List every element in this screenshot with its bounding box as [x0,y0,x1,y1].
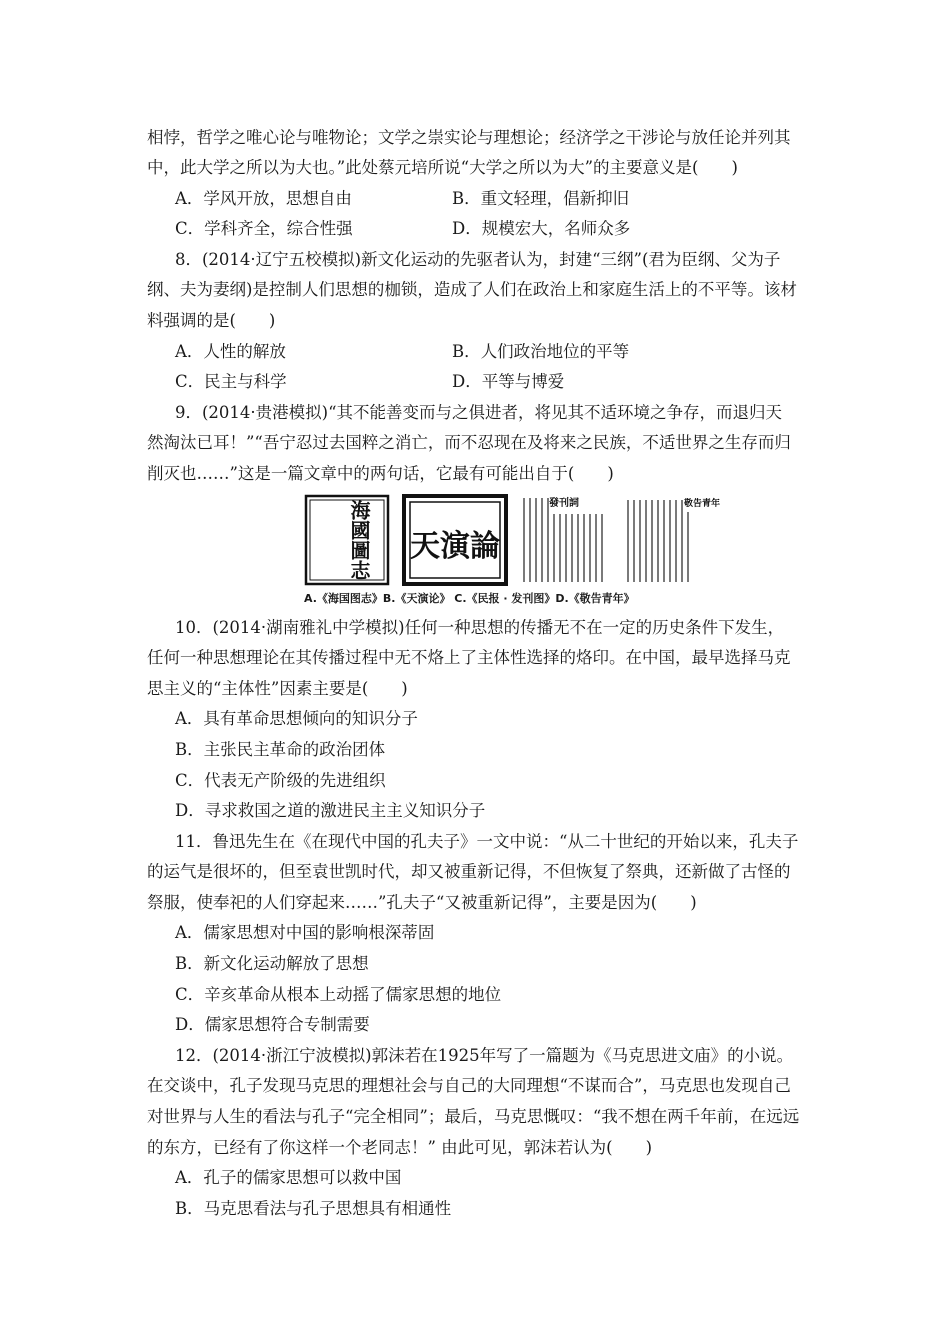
haiguo-tuzhi-cover-image [304,494,390,586]
q7-text-line-2: 中，此大学之所以为大也。”此处蔡元培所说“大学之所以为大”的主要意义是( ) [147,158,738,177]
q10-option-b: B．主张民主革命的政治团体 [175,740,386,759]
q7-option-d: D．规模宏大，名师众多 [452,219,631,238]
q7-option-c: C．学科齐全，综合性强 [175,219,353,238]
minbao-fakan-page-image [516,494,612,586]
figure-caption: A.《海国图志》B.《天演论》 C.《民报 · 发刊图》D.《敬告青年》 [304,592,635,605]
q7-option-b: B．重文轻理，倡新抑旧 [452,189,630,208]
q10-text-line-2: 任何一种思想理论在其传播过程中无不烙上了主体性选择的烙印。在中国，最早选择马克 [147,648,791,667]
q12-text-line-4: 的东方，已经有了你这样一个老同志！” 由此可见，郭沫若认为( ) [147,1138,653,1157]
q11-text-line-1: 11．鲁迅先生在《在现代中国的孔夫子》一文中说：“从二十世纪的开始以来，孔夫子 [175,832,799,851]
cover-b-title: 天演論 [410,529,500,564]
q12-option-b: B．马克思看法与孔子思想具有相通性 [175,1199,452,1218]
q10-text-line-1: 10．(2014·湖南雅礼中学模拟)任何一种思想的传播无不在一定的历史条件下发生， [175,618,785,637]
q10-option-d: D．寻求救国之道的激进民主主义知识分子 [175,801,486,820]
q12-text-line-3: 对世界与人生的看法与孔子“完全相同”；最后，马克思慨叹：“我不想在两千年前，在远远 [147,1107,800,1126]
q9-figure [304,494,721,610]
q11-option-a: A．儒家思想对中国的影响根深蒂固 [175,923,435,942]
q10-option-a: A．具有革命思想倾向的知识分子 [175,709,418,728]
q11-option-c: C．辛亥革命从根本上动摇了儒家思想的地位 [175,985,502,1004]
q12-option-a: A．孔子的儒家思想可以救中国 [175,1168,402,1187]
q10-text-line-3: 思主义的“主体性”因素主要是( ) [147,679,408,698]
q8-option-c: C．民主与科学 [175,372,287,391]
page-d-title: 敬告青年 [683,499,721,509]
q10-option-c: C．代表无产阶级的先进组织 [175,771,386,790]
page-c-text-columns [524,498,602,582]
q8-text-line-2: 纲、夫为妻纲)是控制人们思想的枷锁，造成了人们在政治上和家庭生活上的不平等。该材 [147,280,797,299]
q9-text-line-1: 9．(2014·贵港模拟)“其不能善变而与之俱进者，将见其不适环境之争存，而退归天 [175,403,783,422]
q9-text-line-2: 然淘汰已耳！”“吾宁忍过去国粹之消亡，而不忍现在及将来之民族，不适世界之生存而归 [147,433,791,452]
q9-text-line-3: 削灭也……”这是一篇文章中的两句话，它最有可能出自于( ) [147,464,614,483]
jinggao-qingnian-page-image [622,494,721,586]
page-c-title: 發刊詞 [549,498,579,509]
q11-text-line-2: 的运气是很坏的，但至袁世凯时代，却又被重新记得，不但恢复了祭典，还新做了古怪的 [147,862,791,881]
q8-text-line-3: 料强调的是( ) [147,311,276,330]
q12-text-line-1: 12．(2014·浙江宁波模拟)郭沫若在1925年写了一篇题为《马克思进文庙》的小说。 [175,1046,794,1065]
q11-option-d: D．儒家思想符合专制需要 [175,1015,370,1034]
q8-option-a: A．人性的解放 [175,342,286,361]
cover-a-title: 海國圖志 [347,500,371,580]
q11-text-line-3: 祭服，使奉祀的人们穿起来……”孔夫子“又被重新记得”，主要是因为( ) [147,893,697,912]
q8-option-b: B．人们政治地位的平等 [452,342,630,361]
q8-text-line-1: 8．(2014·辽宁五校模拟)新文化运动的先驱者认为，封建“三纲”(君为臣纲、父为子 [175,250,781,269]
q7-text-line-1: 相悖，哲学之唯心论与唯物论；文学之崇实论与理想论；经济学之干涉论与放任论并列其 [147,128,791,147]
tianyan-lun-cover-image [402,494,508,586]
q11-option-b: B．新文化运动解放了思想 [175,954,369,973]
q7-option-a: A．学风开放，思想自由 [175,189,352,208]
q12-text-line-2: 在交谈中，孔子发现马克思的理想社会与自己的大同理想“不谋而合”，马克思也发现自己 [147,1076,791,1095]
q8-option-d: D．平等与博爱 [452,372,565,391]
page-d-text-columns [628,500,688,582]
